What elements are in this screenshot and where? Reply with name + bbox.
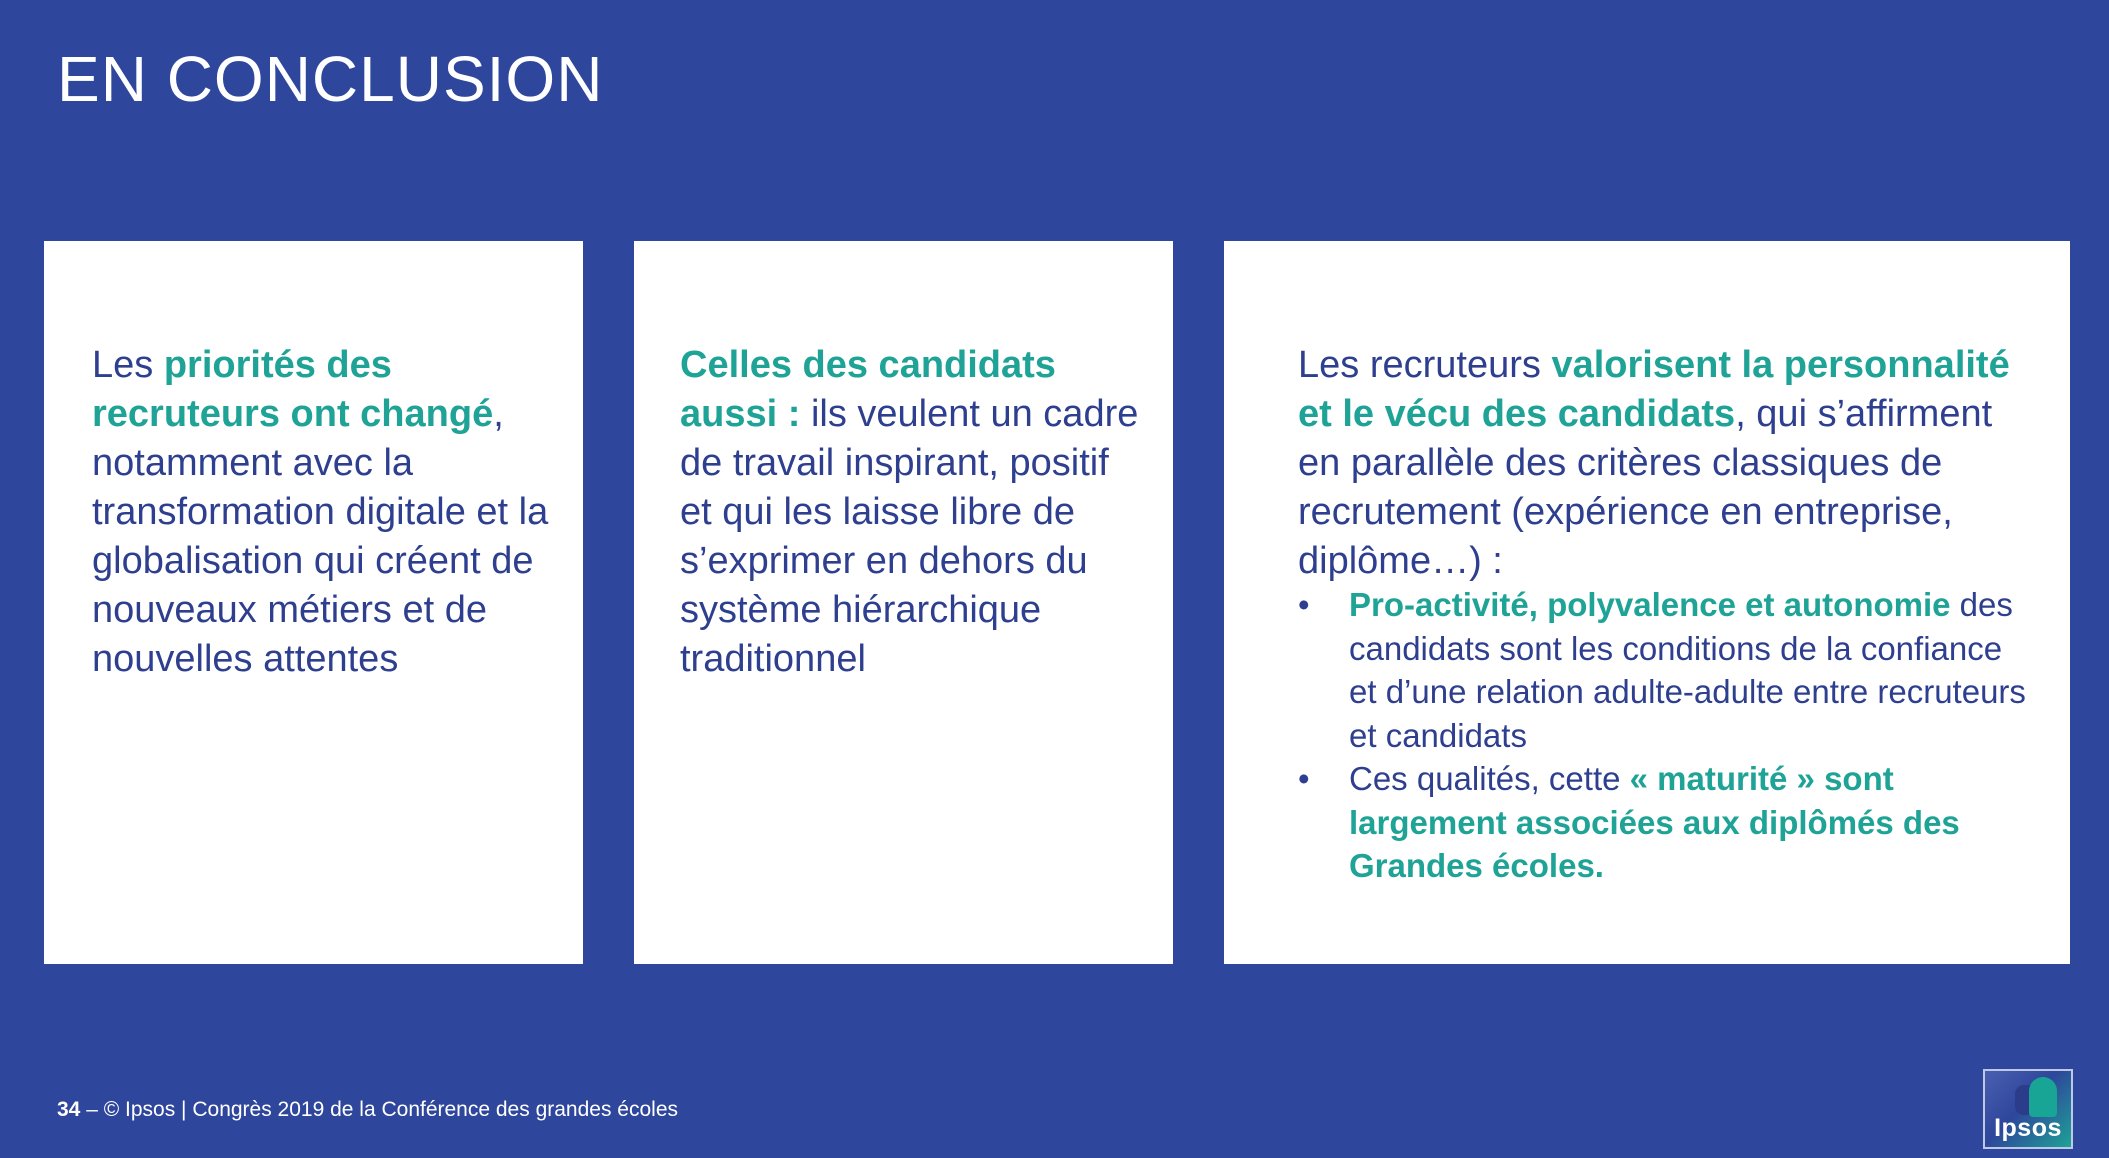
logo-text: Ipsos [1994,1114,2062,1142]
highlight-segment: priorités des recruteurs ont changé [92,344,494,435]
footer [57,1097,678,1123]
highlight-segment: « maturité » sont largement associées aux diplômés des Grandes écoles. [1349,760,1960,884]
card-text [1298,341,2038,586]
conclusion-card-personality-values [1224,241,2070,964]
highlight-segment: Pro-activité, polyvalence et autonomie [1349,586,1951,623]
text-segment: , qui s’affirment en parallèle des critères classiques de recrutement (expérience en entreprise, diplôme…) : [1298,393,1993,582]
conclusion-card-recruiter-priorities [44,241,583,964]
text-segment: ils veulent un cadre de travail inspirant, positif et qui les laisse libre de s’exprimer en dehors du système hiérarchique traditionnel [680,393,1139,680]
text-segment: des candidats sont les conditions de la confiance et d’une relation adulte-adulte entre recruteurs et candidats [1349,586,2026,754]
bullet-item [1298,757,2038,888]
text-segment: , notamment avec la transformation digitale et la globalisation qui créent de nouveaux métiers et de nouvelles attentes [92,393,549,680]
page-number: 34 [57,1098,81,1121]
text-segment: Ces qualités, cette [1349,760,1630,797]
card-text [92,341,562,684]
logo-head-shape [2029,1077,2057,1117]
text-segment: Les [92,344,164,386]
conclusion-card-candidate-priorities [634,241,1173,964]
text-segment: Les recruteurs [1298,344,1552,386]
bullet-marker: • [1298,760,1310,797]
bullet-list [1298,583,2038,888]
highlight-segment: Celles des candidats aussi : [680,344,1056,435]
card-text [680,341,1150,684]
footer-separator: – [80,1098,104,1121]
bullet-item [1298,583,2038,757]
footer-copyright: © Ipsos | Congrès 2019 de la Conférence des grandes écoles [103,1098,678,1121]
slide-title: EN CONCLUSION [57,43,604,115]
ipsos-logo [1983,1069,2073,1149]
highlight-segment: valorisent la personnalité et le vécu des candidats [1298,344,2010,435]
bullet-marker: • [1298,586,1310,623]
